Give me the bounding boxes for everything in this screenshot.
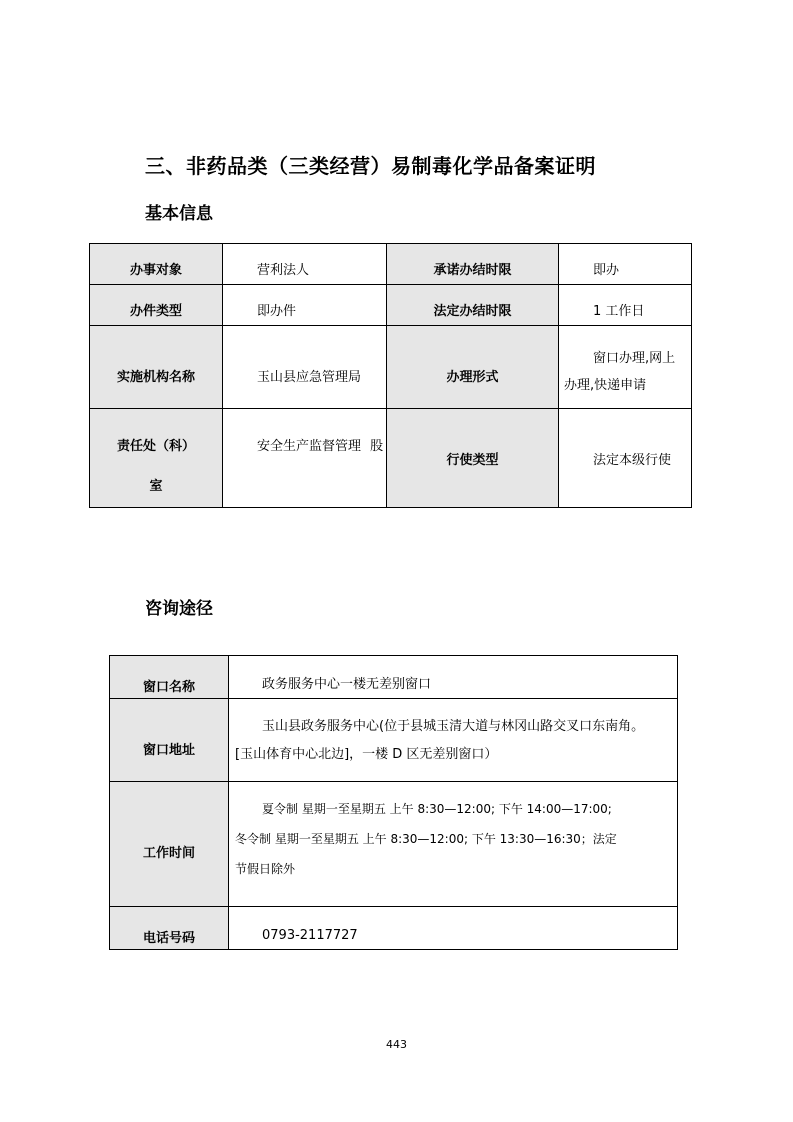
- value-window-name: 政务服务中心一楼无差别窗口: [262, 677, 432, 692]
- label-window-name: 窗口名称: [142, 680, 195, 695]
- consult-table: [109, 655, 678, 950]
- table-label-cell: [110, 907, 229, 950]
- value-service-target: 营利法人: [257, 263, 310, 278]
- table-row: [90, 244, 692, 285]
- table-value-cell: [229, 656, 678, 699]
- value-work-hours-summer: 夏令制 星期一至星期五 上午 8:30—12:00; 下午 14:00—17:00;: [262, 802, 612, 816]
- table-label-cell: [90, 326, 223, 409]
- value-responsible-dept-line2: 股: [370, 439, 384, 454]
- value-exercise-type: 法定本级行使: [593, 453, 672, 468]
- value-legal-time: 1 工作日: [593, 304, 645, 319]
- value-work-hours-holiday: 节假日除外: [235, 862, 296, 876]
- table-row: [110, 907, 678, 950]
- table-value-cell: [559, 326, 692, 409]
- value-work-hours-winter: 冬令制 星期一至星期五 上午 8:30—12:00; 下午 13:30—16:30；法定: [235, 832, 617, 846]
- value-agency: 玉山县应急管理局: [257, 370, 362, 385]
- label-case-type: 办件类型: [129, 304, 182, 319]
- table-row: [90, 326, 692, 409]
- value-responsible-dept-line1: 安全生产监督管理: [257, 439, 362, 454]
- table-label-cell: [110, 699, 229, 782]
- table-value-cell: [559, 285, 692, 326]
- basic-info-table: [89, 243, 692, 508]
- table-row: [90, 409, 692, 508]
- label-service-target: 办事对象: [129, 263, 182, 278]
- label-agency: 实施机构名称: [116, 370, 195, 385]
- table-value-cell: [559, 244, 692, 285]
- value-handling-form-line1: 窗口办理,网上: [593, 351, 676, 366]
- page-title: 三、非药品类（三类经营）易制毒化学品备案证明: [145, 154, 596, 178]
- table-label-cell: [387, 409, 559, 508]
- section-heading-basic-info: 基本信息: [145, 204, 213, 224]
- value-phone: 0793-2117727: [262, 928, 358, 943]
- label-phone: 电话号码: [142, 931, 195, 946]
- label-promised-time: 承诺办结时限: [433, 263, 512, 278]
- label-work-hours: 工作时间: [142, 846, 195, 861]
- table-label-cell: [110, 656, 229, 699]
- section-heading-consult: 咨询途径: [145, 599, 213, 619]
- table-label-cell: [387, 285, 559, 326]
- table-label-cell: [110, 782, 229, 907]
- label-exercise-type: 行使类型: [446, 453, 499, 468]
- label-responsible-dept-line1: 责任处（科）: [116, 439, 195, 454]
- table-label-cell: [90, 285, 223, 326]
- table-value-cell: [559, 409, 692, 508]
- table-value-cell: [223, 244, 387, 285]
- label-window-address: 窗口地址: [142, 743, 195, 758]
- table-row: [110, 699, 678, 782]
- label-legal-time: 法定办结时限: [433, 304, 512, 319]
- value-handling-form-line2: 办理,快递申请: [564, 378, 647, 393]
- table-value-cell: [229, 782, 678, 907]
- table-row: [110, 656, 678, 699]
- value-window-address-line2: [玉山体育中心北边]，一楼 D 区无差别窗口）: [235, 747, 498, 762]
- table-value-cell: [223, 409, 387, 508]
- table-value-cell: [229, 907, 678, 950]
- page-number: 443: [386, 1038, 407, 1051]
- table-label-cell: [387, 326, 559, 409]
- table-row: [90, 285, 692, 326]
- table-label-cell: [90, 244, 223, 285]
- table-row: [110, 782, 678, 907]
- label-handling-form: 办理形式: [446, 370, 499, 385]
- value-case-type: 即办件: [257, 304, 297, 319]
- table-value-cell: [223, 326, 387, 409]
- value-promised-time: 即办: [593, 263, 620, 278]
- label-responsible-dept-line2: 室: [149, 479, 163, 494]
- table-value-cell: [223, 285, 387, 326]
- table-label-cell: [90, 409, 223, 508]
- table-label-cell: [387, 244, 559, 285]
- value-window-address-line1: 玉山县政务服务中心(位于县城玉清大道与林冈山路交叉口东南角。: [262, 719, 645, 734]
- table-value-cell: [229, 699, 678, 782]
